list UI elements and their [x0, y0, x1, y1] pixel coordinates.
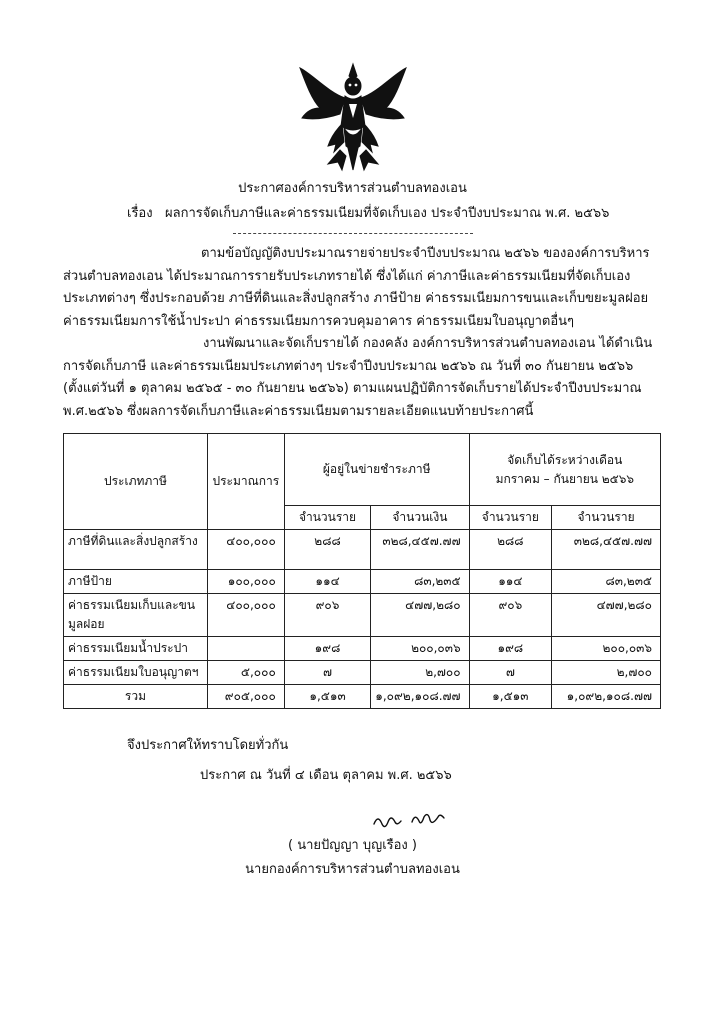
header-amount: จำนวนเงิน	[371, 506, 469, 530]
cell-amount: ๒,๗๐๐	[371, 661, 469, 685]
closing-text: จึงประกาศให้ทราบโดยทั่วกัน	[127, 738, 289, 753]
table-row	[64, 570, 661, 594]
cell-estimate: ๕,๐๐๐	[207, 661, 284, 685]
paragraph-1: ตามข้อบัญญัติงบประมาณรายจ่ายประจำปีงบประมาณ ๒๕๖๖ ขององค์การบริหารส่วนตำบลทองเอน ได้ประมาณการรายรับประเภทรายได้ ซึ่งได้แก่ ค่าภาษีและค่าธรรมเนียมที่จัดเก็บเองประเภทต่างๆ ซึ่งประกอบด้วย ภาษีที่ดินและสิ่งปลูกสร้าง ภาษีป้าย ค่าธรรมเนียมการขนและเก็บขยะมูลฝอย ค่าธรรมเนียมการใช้น้ำประปา ค่าธรรมเนียมการควบคุมอาคาร ค่าธรรมเนียมใบอนุญาตอื่นๆ	[63, 246, 650, 329]
announcement-title: ประกาศองค์การบริหารส่วนตำบลทองเอน	[238, 181, 467, 196]
subject-text: ผลการจัดเก็บภาษีและค่าธรรมเนียมที่จัดเก็บเอง ประจำปีงบประมาณ พ.ศ. ๒๕๖๖	[165, 206, 610, 221]
header-inscope: ผู้อยู่ในข่ายชำระภาษี	[284, 434, 469, 506]
table-total-row	[64, 685, 661, 709]
cell-amount-2: ๒๐๐,๐๓๖	[552, 637, 661, 661]
table-row	[64, 594, 661, 637]
table-row	[64, 661, 661, 685]
table-row	[64, 637, 661, 661]
cell-type: ภาษีป้าย	[64, 570, 208, 594]
header-count: จำนวนราย	[284, 506, 370, 530]
cell-amount: ๔๗๗,๒๘๐	[371, 594, 469, 637]
subject-line	[127, 206, 609, 222]
divider	[233, 233, 473, 234]
cell-count-2: ๙๐๖	[469, 594, 552, 637]
cell-count-2: ๑๙๘	[469, 637, 552, 661]
garuda-emblem-icon	[298, 62, 408, 174]
header-estimate: ประมาณการ	[207, 434, 284, 530]
total-count: ๑,๕๑๓	[284, 685, 370, 709]
cell-amount-2: ๔๗๗,๒๘๐	[552, 594, 661, 637]
cell-count: ๑๙๘	[284, 637, 370, 661]
total-amount: ๑,๐๙๒,๑๐๘.๗๗	[371, 685, 469, 709]
total-amount-2: ๑,๐๙๒,๑๐๘.๗๗	[552, 685, 661, 709]
signer-title: นายกองค์การบริหารส่วนตำบลทองเอน	[245, 862, 460, 877]
cell-amount: ๒๐๐,๐๓๖	[371, 637, 469, 661]
header-type: ประเภทภาษี	[64, 434, 208, 530]
cell-type: ค่าธรรมเนียมใบอนุญาตฯ	[64, 661, 208, 685]
cell-count-2: ๗	[469, 661, 552, 685]
header-amount-2: จำนวนราย	[552, 506, 661, 530]
cell-amount-2: ๒,๗๐๐	[552, 661, 661, 685]
header-collected: จัดเก็บได้ระหว่างเดือน มกราคม – กันยายน ๒๕๖๖	[469, 434, 660, 506]
date-line: ประกาศ ณ วันที่ ๔ เดือน ตุลาคม พ.ศ. ๒๕๖๖	[200, 768, 452, 783]
signature-icon	[372, 808, 468, 834]
cell-count: ๒๘๘	[284, 530, 370, 570]
cell-count-2: ๒๘๘	[469, 530, 552, 570]
total-label: รวม	[64, 685, 208, 709]
signer-name: ( นายปัญญา บุญเรือง )	[288, 838, 417, 853]
cell-amount-2: ๓๒๘,๔๕๗.๗๗	[552, 530, 661, 570]
cell-amount: ๘๓,๒๓๕	[371, 570, 469, 594]
cell-type: ค่าธรรมเนียมเก็บและขนมูลฝอย	[64, 594, 208, 637]
cell-estimate: ๑๐๐,๐๐๐	[207, 570, 284, 594]
paragraph-2: งานพัฒนาและจัดเก็บรายได้ กองคลัง องค์การบริหารส่วนตำบลทองเอน ได้ดำเนินการจัดเก็บภาษี และค่าธรรมเนียมประเภทต่างๆ ประจำปีงบประมาณ ๒๕๖๖ ณ วันที่ ๓๐ กันยายน ๒๕๖๖ (ตั้งแต่วันที่ ๑ ตุลาคม ๒๕๖๕ - ๓๐ กันยายน ๒๕๖๖) ตามแผนปฏิบัติการจัดเก็บรายได้ประจำปีงบประมาณ พ.ศ.๒๕๖๖ ซึ่งผลการจัดเก็บภาษีและค่าธรรมเนียมตามรายละเอียดแนบท้ายประกาศนี้	[63, 336, 653, 419]
cell-count-2: ๑๑๔	[469, 570, 552, 594]
cell-amount: ๓๒๘,๔๕๗.๗๗	[371, 530, 469, 570]
fee-table	[63, 433, 661, 709]
cell-estimate: ๔๐๐,๐๐๐	[207, 594, 284, 637]
cell-estimate: ๔๐๐,๐๐๐	[207, 530, 284, 570]
cell-type: ค่าธรรมเนียมน้ำประปา	[64, 637, 208, 661]
subject-label: เรื่อง	[127, 206, 153, 221]
table-header-row	[64, 434, 661, 506]
cell-type: ภาษีที่ดินและสิ่งปลูกสร้าง	[64, 530, 208, 570]
cell-count: ๑๑๔	[284, 570, 370, 594]
cell-count: ๗	[284, 661, 370, 685]
total-count-2: ๑,๕๑๓	[469, 685, 552, 709]
total-estimate: ๙๐๕,๐๐๐	[207, 685, 284, 709]
header-count-2: จำนวนราย	[469, 506, 552, 530]
table-row	[64, 530, 661, 570]
cell-estimate	[207, 637, 284, 661]
cell-amount-2: ๘๓,๒๓๕	[552, 570, 661, 594]
cell-count: ๙๐๖	[284, 594, 370, 637]
